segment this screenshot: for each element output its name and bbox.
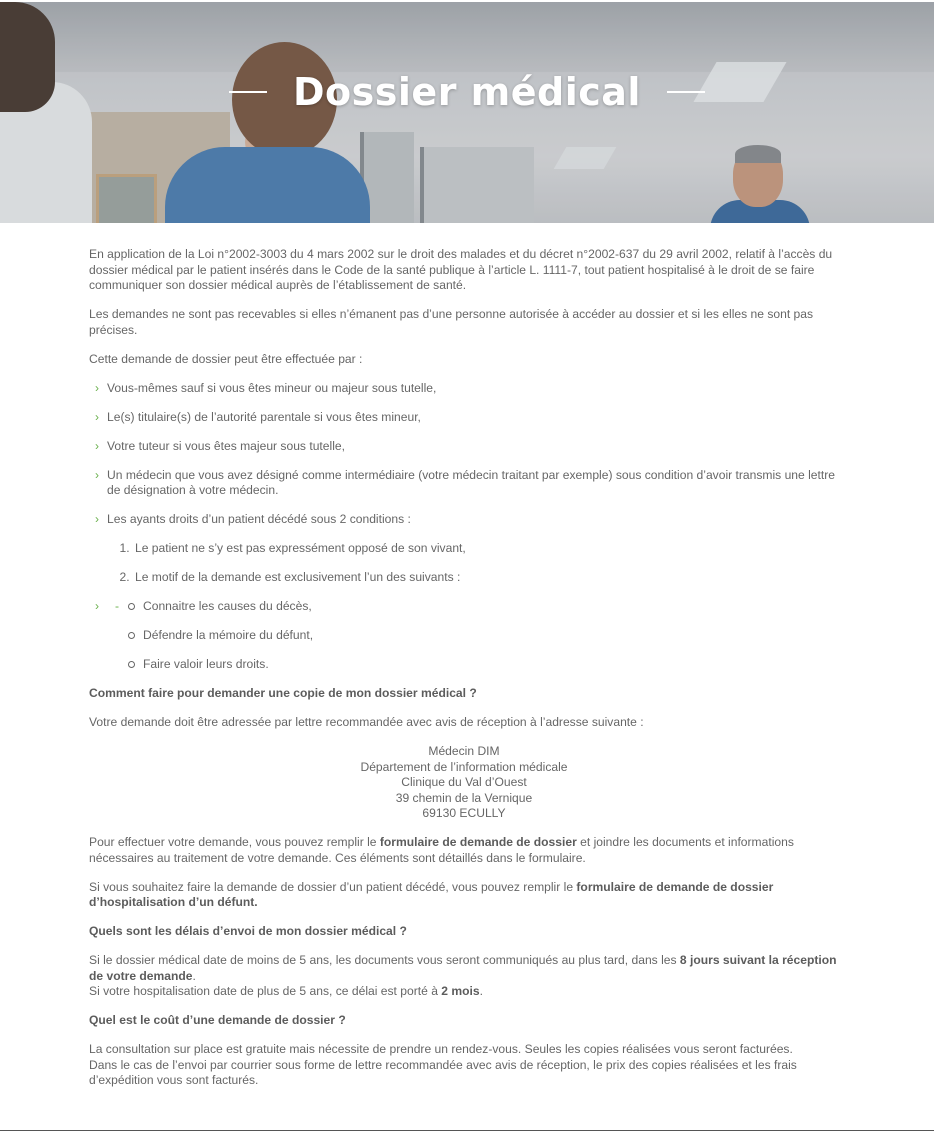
intro-paragraph: En application de la Loi n°2002-3003 du 4 mars 2002 sur le droit des malades et du décret n°2002-637 du 29 avril 2002, relatif à l’accès du dossier médical par le patient insérés dans le Code de la santé publique à l’article L. 1111-7, tout patient hospitalisé à le droit de se faire communiquer son dossier médical auprès de l’établissement de santé. bbox=[89, 247, 833, 292]
deceased-form-link[interactable]: formulaire de demande de dossier d’hospitalisation d’un défunt. bbox=[89, 879, 774, 909]
list-item-text: Le(s) titulaire(s) de l’autorité parentale si vous êtes mineur, bbox=[107, 409, 421, 424]
circle-bullet-icon bbox=[128, 661, 135, 668]
text-span: Si vous souhaitez faire la demande de dossier d’un patient décédé, vous pouvez remplir le bbox=[89, 879, 577, 894]
deceased-form-paragraph bbox=[89, 880, 839, 911]
text-span: La consultation sur place est gratuite mais nécessite de prendre un rendez-vous. Seules les copies réalisées vous seront facturées. bbox=[89, 1042, 793, 1056]
emphasis: 8 jours suivant la réception de votre demande bbox=[89, 953, 837, 983]
chevron-right-icon: › bbox=[95, 467, 99, 482]
list-item-text: Votre tuteur si vous êtes majeur sous tutelle, bbox=[107, 438, 345, 453]
list-item-text: Faire valoir leurs droits. bbox=[143, 657, 269, 671]
list-item bbox=[89, 439, 839, 455]
conditions-list bbox=[89, 541, 839, 586]
list-item bbox=[89, 512, 839, 528]
cost-paragraph bbox=[89, 1042, 839, 1089]
address-line: Département de l’information médicale bbox=[360, 759, 568, 774]
chevron-right-icon: › bbox=[95, 409, 99, 424]
motives-list bbox=[89, 599, 839, 673]
chevron-right-icon: › bbox=[95, 512, 99, 526]
chevron-right-icon: › bbox=[95, 380, 99, 395]
address-line: Clinique du Val d’Ouest bbox=[401, 775, 527, 789]
list-item-text: Les ayants droits d’un patient décédé sous 2 conditions : bbox=[107, 512, 411, 526]
list-item-text: Un médecin que vous avez désigné comme intermédiaire (votre médecin traitant par exemple) sous condition d’avoir transmis une lettre de désignation à votre médecin. bbox=[107, 467, 835, 497]
form-link[interactable]: formulaire de demande de dossier bbox=[379, 835, 577, 849]
postal-address bbox=[89, 744, 839, 822]
main-content bbox=[89, 247, 839, 1102]
text-span: Dans le cas de l’envoi par courrier sous forme de lettre recommandée avec avis de réception, le prix des copies réalisées et les frais d’expédition vous sont facturés. bbox=[89, 1057, 797, 1087]
address-line: Médecin DIM bbox=[428, 744, 500, 758]
chevron-right-icon: › bbox=[95, 599, 100, 613]
intro-paragraph: Cette demande de dossier peut être effectuée par : bbox=[89, 351, 363, 366]
list-item-text: Vous-mêmes sauf si vous êtes mineur ou majeur sous tutelle, bbox=[107, 380, 437, 395]
section-heading-how: Comment faire pour demander une copie de mon dossier médical ? bbox=[89, 686, 477, 700]
page-title: Dossier médical bbox=[293, 70, 641, 114]
circle-bullet-icon bbox=[128, 632, 135, 639]
chevron-right-icon: › bbox=[95, 438, 99, 453]
text-span: et joindre les documents et informations nécessaires au traitement de votre demande. Ces éléments sont détaillés dans le formulaire. bbox=[89, 835, 794, 865]
footer-divider bbox=[0, 1130, 934, 1131]
text-span: Pour effectuer votre demande, vous pouvez remplir le bbox=[89, 835, 380, 849]
intro-paragraph: Les demandes ne sont pas recevables si elles n’émanent pas d’une personne autorisée à accéder au dossier et si les elles ne sont pas précises. bbox=[89, 307, 814, 337]
title-rule-left bbox=[229, 91, 267, 93]
address-line: 39 chemin de la Vernique bbox=[395, 790, 533, 805]
form-paragraph bbox=[89, 835, 839, 866]
text-span: Si le dossier médical date de moins de 5 ans, les documents vous seront communiqués au plus tard, dans les bbox=[89, 953, 680, 967]
list-item bbox=[89, 599, 839, 615]
address-line: 69130 ECULLY bbox=[422, 806, 506, 820]
list-item-text: Défendre la mémoire du défunt, bbox=[143, 628, 314, 642]
list-item bbox=[89, 657, 839, 673]
hero-title-wrap bbox=[0, 64, 934, 120]
dash-icon: - bbox=[115, 599, 120, 613]
delays-paragraph bbox=[89, 953, 839, 1000]
list-item-text: Connaitre les causes du décès, bbox=[143, 599, 312, 613]
list-item bbox=[89, 410, 839, 426]
circle-bullet-icon bbox=[128, 603, 135, 610]
list-item bbox=[89, 381, 839, 397]
title-rule-right bbox=[667, 91, 705, 93]
list-item bbox=[89, 468, 839, 499]
list-item: 1. Le patient ne s’y est pas expressément opposé de son vivant, bbox=[133, 541, 839, 557]
section-heading-cost: Quel est le coût d’une demande de dossier ? bbox=[89, 1013, 346, 1027]
requesters-list bbox=[89, 381, 839, 528]
text-span: . bbox=[192, 968, 196, 983]
text-span: Si votre hospitalisation date de plus de 5 ans, ce délai est porté à bbox=[89, 984, 442, 998]
list-item bbox=[89, 628, 839, 644]
text-span: . bbox=[479, 984, 483, 998]
list-item: 2. Le motif de la demande est exclusivement l’un des suivants : bbox=[133, 570, 839, 586]
hero-banner bbox=[0, 2, 934, 223]
how-paragraph: Votre demande doit être adressée par lettre recommandée avec avis de réception à l’adresse suivante : bbox=[89, 715, 644, 729]
section-heading-delays: Quels sont les délais d’envoi de mon dossier médical ? bbox=[89, 924, 407, 938]
emphasis: 2 mois bbox=[441, 984, 480, 998]
